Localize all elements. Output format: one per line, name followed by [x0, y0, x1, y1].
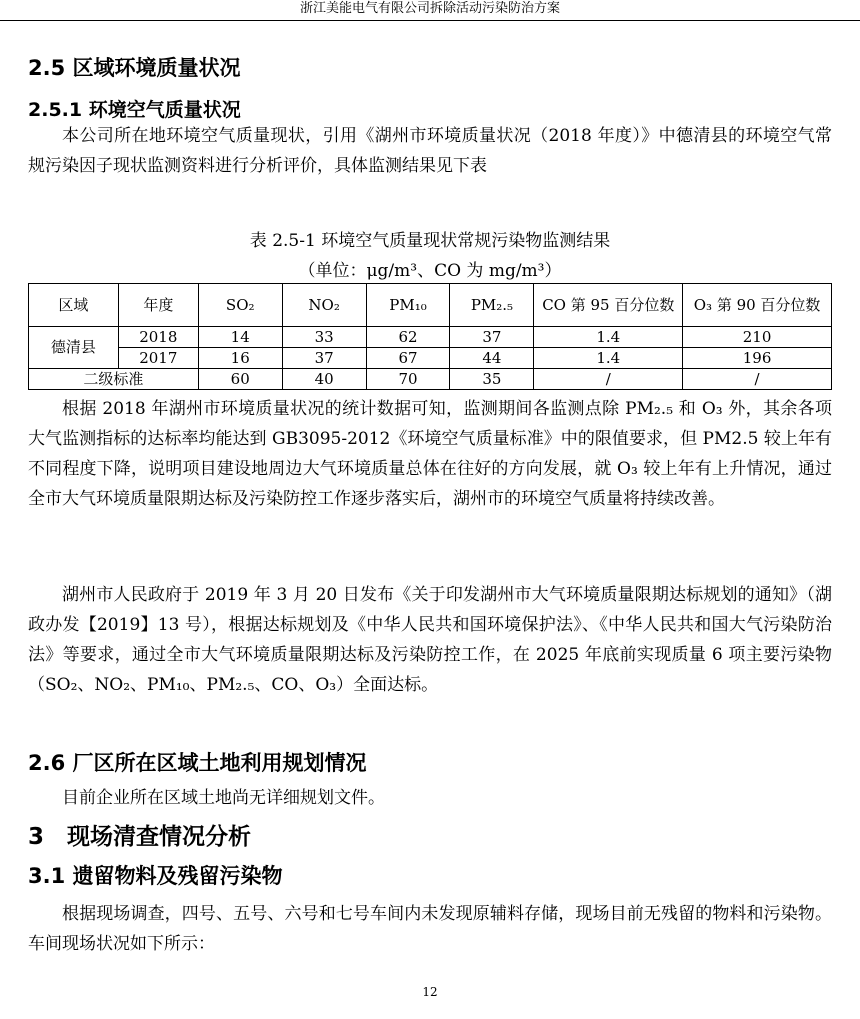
pm10-cell: 62 [366, 327, 450, 348]
header-pm25: PM₂.₅ [450, 284, 534, 327]
monitoring-analysis-paragraph: 根据 2018 年湖州市环境质量状况的统计数据可知，监测期间各监测点除 PM₂.₅ 和 O₃ 外，其余各项大气监测指标的达标率均能达到 GB3095-2012《环境空气质量标准》中的限值要求，但 PM2.5 较上年有不同程度下降，说明项目建设地周边大气环境质量总体在往好的方向发展，就 O₃ 较上年有上升情况，通过全市大气环境质量限期达标及污染防控工作逐步落实后，湖州市的环境空气质量将持续改善。 [28, 399, 832, 509]
o3-cell: / [683, 369, 832, 390]
pm25-cell: 35 [450, 369, 534, 390]
attainment-plan-paragraph: 湖州市人民政府于 2019 年 3 月 20 日发布《关于印发湖州市大气环境质量限期达标规划的通知》（湖政办发【2019】13 号），根据达标规划及《中华人民共和国环境保护法》、《中华人民共和国大气污染防治法》等要求，通过全市大气环境质量限期达标及污染防控工作，在 2025 年底前实现质量 6 项主要污染物（SO₂、NO₂、PM₁₀、PM₂.₅、CO、O₃）全面达标。 [28, 585, 832, 695]
co-cell: / [534, 369, 683, 390]
table-header-row [29, 284, 832, 327]
o3-cell: 196 [683, 348, 832, 369]
pm10-cell: 67 [366, 348, 450, 369]
header-year: 年度 [118, 284, 198, 327]
so2-cell: 16 [198, 348, 282, 369]
year-cell: 2017 [118, 348, 198, 369]
page-header: 浙江美能电气有限公司拆除活动污染防治方案 [0, 0, 860, 21]
co-cell: 1.4 [534, 327, 683, 348]
region-cell: 德清县 [29, 327, 119, 369]
pm25-cell: 37 [450, 327, 534, 348]
header-o3: O₃ 第 90 百分位数 [683, 284, 832, 327]
so2-cell: 14 [198, 327, 282, 348]
table-caption: 表 2.5-1 环境空气质量现状常规污染物监测结果 [249, 231, 611, 251]
air-quality-table [28, 283, 832, 390]
no2-cell: 33 [282, 327, 366, 348]
no2-cell: 40 [282, 369, 366, 390]
no2-cell: 37 [282, 348, 366, 369]
section-3-1-title: 3.1 遗留物料及残留污染物 [28, 864, 283, 888]
table-row [29, 348, 832, 369]
site-survey-paragraph: 根据现场调查，四号、五号、六号和七号车间内未发现原辅料存储，现场目前无残留的物料和污染物。车间现场状况如下所示： [28, 904, 832, 954]
header-region: 区域 [29, 284, 119, 327]
header-so2: SO₂ [198, 284, 282, 327]
table-row [29, 327, 832, 348]
header-pm10: PM₁₀ [366, 284, 450, 327]
section-2-5-1-title: 2.5.1 环境空气质量状况 [28, 99, 241, 121]
air-quality-intro-paragraph: 本公司所在地环境空气质量现状，引用《湖州市环境质量状况（2018 年度）》中德清县的环境空气常规污染因子现状监测资料进行分析评价，具体监测结果见下表 [28, 126, 832, 176]
pm25-cell: 44 [450, 348, 534, 369]
section-2-5-title: 2.5 区域环境质量状况 [28, 56, 241, 80]
o3-cell: 210 [683, 327, 832, 348]
pm10-cell: 70 [366, 369, 450, 390]
land-use-paragraph: 目前企业所在区域土地尚无详细规划文件。 [62, 788, 385, 808]
header-no2: NO₂ [282, 284, 366, 327]
standard-row [29, 369, 832, 390]
page-number: 12 [422, 985, 438, 999]
so2-cell: 60 [198, 369, 282, 390]
table-unit: （单位：μg/m³、CO 为 mg/m³） [298, 261, 562, 281]
section-3-title: 3 现场清查情况分析 [28, 824, 252, 850]
header-co: CO 第 95 百分位数 [534, 284, 683, 327]
section-2-6-title: 2.6 厂区所在区域土地利用规划情况 [28, 751, 367, 775]
co-cell: 1.4 [534, 348, 683, 369]
standard-label-cell: 二级标准 [29, 369, 199, 390]
year-cell: 2018 [118, 327, 198, 348]
